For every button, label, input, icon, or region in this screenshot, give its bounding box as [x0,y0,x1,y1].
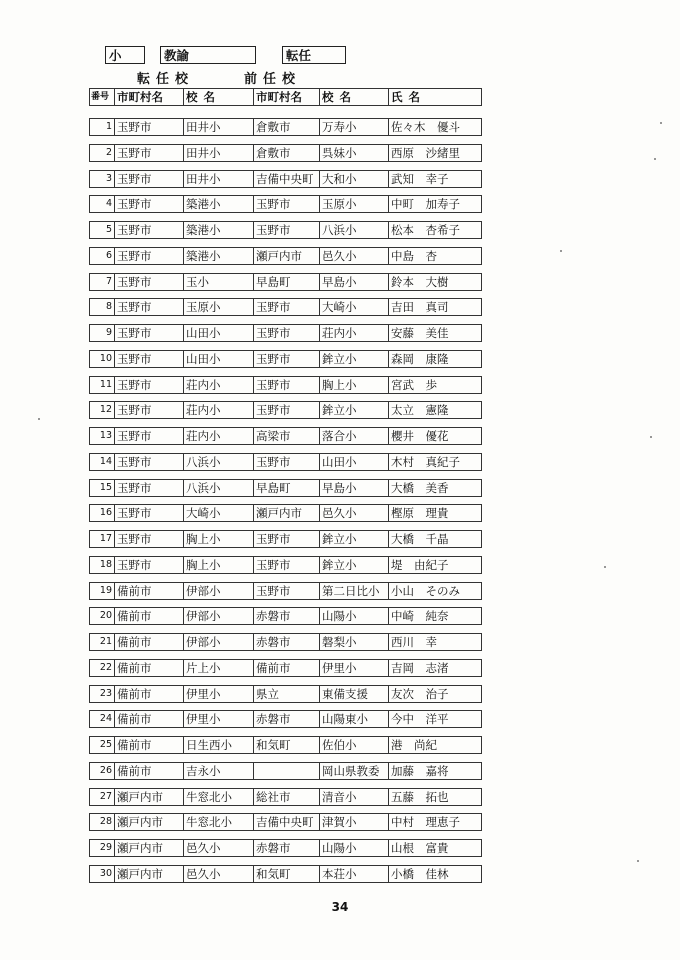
prev-city-cell: 玉野市 [253,325,319,341]
table-row [89,710,482,728]
prev-school-cell: 鉾立小 [319,557,388,573]
row-number-cell: 21 [99,636,112,647]
new-city-cell: 玉野市 [114,145,183,161]
teacher-name-cell: 大橋 美香 [388,480,483,496]
teacher-name-cell: 吉田 真司 [388,299,483,315]
new-school-cell: 山田小 [183,351,253,367]
row-number-cell: 28 [99,816,112,828]
new-city-cell: 玉野市 [114,428,183,444]
new-school-cell: 日生西小 [183,737,253,753]
row-number-cell: 20 [99,610,112,622]
new-school-cell: 胸上小 [183,557,253,573]
new-school-cell: 邑久小 [183,866,253,882]
row-number-cell: 5 [105,224,112,235]
prev-city-cell: 早島町 [253,480,319,496]
prev-school-cell: 山陽東小 [319,711,388,727]
prev-city-cell: 倉敷市 [253,145,319,161]
prev-city-cell: 瀬戸内市 [253,248,319,264]
prev-school-cell: 邑久小 [319,505,388,521]
table-row [89,788,482,806]
table-row [89,607,482,625]
teacher-name-cell: 港 尚紀 [388,737,483,753]
prev-city-cell: 和気町 [253,737,319,753]
new-city-cell: 備前市 [114,711,183,727]
row-number-cell: 24 [99,713,112,725]
position-box: 教諭 [160,46,256,64]
new-school-cell: 邑久小 [183,840,253,856]
teacher-name-cell: 武知 幸子 [388,171,483,187]
prev-school-cell: 胸上小 [319,377,388,393]
new-city-cell: 玉野市 [114,325,183,341]
prev-school-cell: 津賀小 [319,814,388,830]
prev-city-cell: 玉野市 [253,351,319,367]
new-school-cell: 伊部小 [183,608,253,624]
new-school-cell: 吉永小 [183,763,253,779]
table-row [89,298,482,316]
row-number-cell: 27 [99,790,112,802]
row-number-cell: 23 [99,687,112,699]
table-header-row [89,88,482,106]
row-number-cell: 4 [105,198,112,210]
scan-speck [637,860,639,862]
teacher-name-cell: 今中 洋平 [388,711,483,727]
new-school-cell: 築港小 [183,196,253,212]
new-school-cell: 田井小 [183,145,253,161]
scan-speck [604,566,606,568]
scan-speck [38,418,40,420]
prev-city-cell: 総社市 [253,789,319,805]
prev-school-cell: 佐伯小 [319,737,388,753]
new-school-cell: 大崎小 [183,505,253,521]
prev-school-cell: 荘内小 [319,325,388,341]
prev-city-cell: 高梁市 [253,428,319,444]
col-prev-school-header: 校名 [319,89,388,105]
prev-school-cell: 本荘小 [319,866,388,882]
row-number-cell: 11 [99,378,112,390]
new-city-cell: 瀬戸内市 [114,789,183,805]
table-row [89,762,482,780]
row-number-cell: 19 [99,584,112,596]
teacher-name-cell: 小山 そのみ [388,583,483,599]
new-school-cell: 田井小 [183,171,253,187]
prev-school-cell: 大崎小 [319,299,388,315]
teacher-name-cell: 中崎 純奈 [388,608,483,624]
col-new-school-header: 校名 [183,89,253,105]
new-city-cell: 備前市 [114,737,183,753]
table-row [89,530,482,548]
new-city-cell: 玉野市 [114,377,183,393]
prev-school-cell: 第二日比小 [319,583,388,599]
prev-city-cell: 玉野市 [253,454,319,470]
prev-school-cell: 落合小 [319,428,388,444]
row-number-cell: 12 [99,404,112,416]
prev-city-cell: 吉備中央町 [253,814,319,830]
new-school-cell: 田井小 [183,119,253,135]
row-number-cell: 17 [99,533,112,544]
teacher-name-cell: 中村 理恵子 [388,814,483,830]
new-school-cell: 牛窓北小 [183,814,253,830]
new-school-cell: 片上小 [183,660,253,676]
teacher-name-cell: 山根 富貴 [388,840,483,856]
new-school-cell: 八浜小 [183,454,253,470]
prev-school-cell: 山田小 [319,454,388,470]
prev-city-cell: 玉野市 [253,222,319,238]
row-number-cell: 13 [99,430,112,441]
new-school-cell: 山田小 [183,325,253,341]
row-number-cell: 9 [105,327,112,338]
new-school-cell: 荘内小 [183,377,253,393]
teacher-name-cell: 大橋 千晶 [388,531,483,547]
table-row [89,401,482,419]
prev-school-cell: 早島小 [319,274,388,290]
table-row [89,453,482,471]
prev-city-cell: 赤磐市 [253,608,319,624]
row-number-cell: 2 [105,146,112,158]
new-school-cell: 築港小 [183,248,253,264]
teacher-name-cell: 小橋 佳林 [388,866,483,882]
new-city-cell: 玉野市 [114,196,183,212]
table-row [89,556,482,574]
table-row [89,685,482,703]
new-school-cell: 伊里小 [183,711,253,727]
teacher-name-cell: 中島 杏 [388,248,483,264]
scan-speck [660,122,662,124]
teacher-name-cell: 樫原 理貴 [388,505,483,521]
prev-school-cell: 鉾立小 [319,351,388,367]
previous-school-group-label: 前任校 [244,72,302,87]
prev-city-cell: 玉野市 [253,557,319,573]
row-number-cell: 8 [105,301,112,313]
new-city-cell: 備前市 [114,583,183,599]
teacher-name-cell: 太立 憲隆 [388,402,483,418]
teacher-name-cell: 鈴本 大樹 [388,274,483,290]
new-school-group-label: 転任校 [137,72,195,87]
col-prev-city-header: 市町村名 [253,89,319,105]
prev-city-cell: 玉野市 [253,531,319,547]
prev-city-cell: 瀬戸内市 [253,505,319,521]
new-school-cell: 牛窓北小 [183,789,253,805]
prev-school-cell: 早島小 [319,480,388,496]
prev-city-cell: 玉野市 [253,196,319,212]
prev-school-cell: 山陽小 [319,608,388,624]
new-city-cell: 備前市 [114,608,183,624]
table-row [89,247,482,265]
prev-city-cell [253,763,319,779]
new-city-cell: 玉野市 [114,274,183,290]
table-row [89,350,482,368]
row-number-cell: 22 [99,661,112,673]
teacher-name-cell: 佐々木 優斗 [388,119,483,135]
prev-school-cell: 山陽小 [319,840,388,856]
new-city-cell: 玉野市 [114,531,183,547]
table-row [89,170,482,188]
prev-school-cell: 玉原小 [319,196,388,212]
table-row [89,221,482,239]
new-city-cell: 玉野市 [114,351,183,367]
new-school-cell: 伊部小 [183,634,253,650]
new-city-cell: 瀬戸内市 [114,840,183,856]
new-city-cell: 玉野市 [114,171,183,187]
prev-school-cell: 万寿小 [319,119,388,135]
new-school-cell: 荘内小 [183,402,253,418]
new-school-cell: 玉原小 [183,299,253,315]
prev-city-cell: 赤磐市 [253,840,319,856]
prev-school-cell: 鉾立小 [319,402,388,418]
new-school-cell: 伊部小 [183,583,253,599]
row-number-cell: 7 [105,275,112,287]
new-city-cell: 玉野市 [114,480,183,496]
prev-city-cell: 玉野市 [253,402,319,418]
teacher-name-cell: 五藤 拓也 [388,789,483,805]
prev-city-cell: 玉野市 [253,377,319,393]
col-number-header: 番号 [91,92,110,102]
teacher-name-cell: 西原 沙緒里 [388,145,483,161]
table-row [89,633,482,651]
new-school-cell: 胸上小 [183,531,253,547]
row-number-cell: 26 [99,764,112,776]
col-name-header: 氏名 [388,89,483,105]
table-row [89,504,482,522]
table-row [89,659,482,677]
teacher-name-cell: 安藤 美佳 [388,325,483,341]
table-row [89,582,482,600]
table-row [89,813,482,831]
table-row [89,865,482,883]
teacher-name-cell: 中町 加寿子 [388,196,483,212]
teacher-name-cell: 吉岡 志渚 [388,660,483,676]
teacher-name-cell: 友次 治子 [388,686,483,702]
new-city-cell: 備前市 [114,660,183,676]
scan-speck [560,250,562,252]
teacher-name-cell: 松本 杏希子 [388,222,483,238]
table-row [89,427,482,445]
row-number-cell: 14 [99,455,112,467]
prev-city-cell: 県立 [253,686,319,702]
level-box: 小 [105,46,145,64]
teacher-name-cell: 加藤 嘉将 [388,763,483,779]
new-city-cell: 備前市 [114,763,183,779]
prev-city-cell: 備前市 [253,660,319,676]
row-number-cell: 1 [105,121,112,132]
new-city-cell: 玉野市 [114,402,183,418]
col-new-city-header: 市町村名 [114,89,183,105]
transfer-type-box: 転任 [282,46,346,64]
new-city-cell: 玉野市 [114,557,183,573]
teacher-name-cell: 宮武 歩 [388,377,483,393]
row-number-cell: 6 [105,249,112,261]
new-city-cell: 玉野市 [114,454,183,470]
row-number-cell: 18 [99,558,112,570]
prev-school-cell: 岡山県教委 [319,763,388,779]
prev-school-cell: 八浜小 [319,222,388,238]
new-city-cell: 瀬戸内市 [114,866,183,882]
teacher-name-cell: 堤 由紀子 [388,557,483,573]
prev-school-cell: 磐梨小 [319,634,388,650]
new-city-cell: 玉野市 [114,248,183,264]
table-row [89,736,482,754]
prev-city-cell: 倉敷市 [253,119,319,135]
row-number-cell: 25 [99,739,112,750]
prev-school-cell: 清音小 [319,789,388,805]
table-row [89,273,482,291]
prev-city-cell: 赤磐市 [253,634,319,650]
teacher-name-cell: 森岡 康隆 [388,351,483,367]
table-row [89,376,482,394]
new-city-cell: 玉野市 [114,119,183,135]
prev-school-cell: 呉妹小 [319,145,388,161]
prev-school-cell: 伊里小 [319,660,388,676]
table-row [89,479,482,497]
new-school-cell: 荘内小 [183,428,253,444]
new-city-cell: 玉野市 [114,505,183,521]
row-number-cell: 3 [105,172,112,184]
prev-school-cell: 鉾立小 [319,531,388,547]
teacher-name-cell: 木村 真紀子 [388,454,483,470]
table-row [89,144,482,162]
prev-city-cell: 玉野市 [253,299,319,315]
row-number-cell: 16 [99,507,112,519]
row-number-cell: 30 [99,867,112,879]
row-number-cell: 15 [99,481,112,493]
table-row [89,118,482,136]
new-city-cell: 玉野市 [114,299,183,315]
table-row [89,195,482,213]
prev-city-cell: 吉備中央町 [253,171,319,187]
scan-speck [650,436,652,438]
prev-city-cell: 和気町 [253,866,319,882]
new-city-cell: 備前市 [114,686,183,702]
teacher-name-cell: 西川 幸 [388,634,483,650]
scan-speck [654,158,656,160]
page-number: 34 [331,900,349,914]
new-city-cell: 瀬戸内市 [114,814,183,830]
prev-school-cell: 東備支援 [319,686,388,702]
table-row [89,839,482,857]
table-row [89,324,482,342]
new-school-cell: 玉小 [183,274,253,290]
prev-school-cell: 邑久小 [319,248,388,264]
prev-city-cell: 赤磐市 [253,711,319,727]
new-school-cell: 築港小 [183,222,253,238]
prev-school-cell: 大和小 [319,171,388,187]
new-school-cell: 伊里小 [183,686,253,702]
prev-city-cell: 玉野市 [253,583,319,599]
teacher-name-cell: 櫻井 優花 [388,428,483,444]
row-number-cell: 29 [99,842,112,853]
new-city-cell: 玉野市 [114,222,183,238]
prev-city-cell: 早島町 [253,274,319,290]
new-school-cell: 八浜小 [183,480,253,496]
row-number-cell: 10 [99,352,112,364]
new-city-cell: 備前市 [114,634,183,650]
